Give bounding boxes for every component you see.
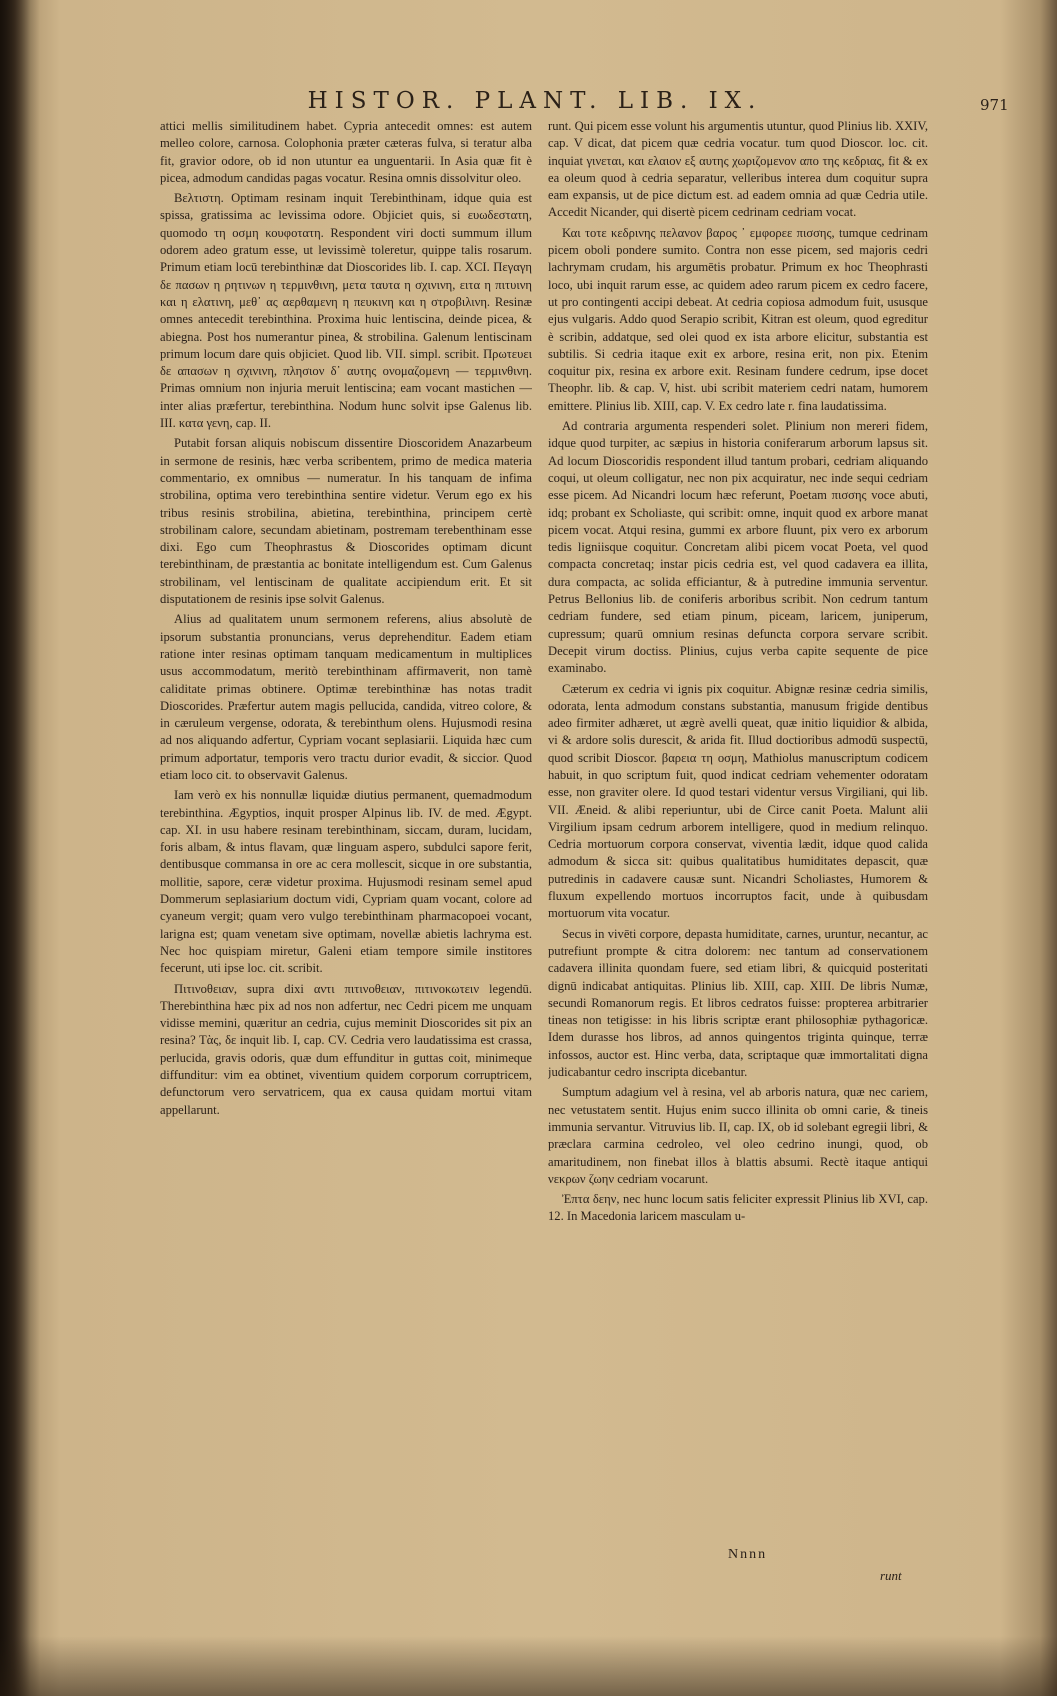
paragraph: Alius ad qualitatem unum sermonem referens, alius absolutè de ipsorum substantia pronuncians, verus deprehenditur. Eadem etiam ratione inter resinas optimam tanquam medicamentum in multiplices usus accommodatum, meritò terebinthinam affirmaverit, non tamè caliditate primas obtinere. Optimæ terebinthinæ has notas tradit Dioscorides. Præfertur autem magis pellucida, candida, vitreo colore, & in cæruleum vergense, odorata, & terebinthum olens. Hujusmodi resina ad nos aliquando adfertur, Cypriam vocant seplasiarii. Liquida hæc cum primum adportatur, temporis vero tractu durior evadit, & siccior. Quod etiam loco cit. to observavit Galenus. — [160, 612, 532, 782]
paragraph: Ἐπτα δεην, nec hunc locum satis feliciter expressit Plinius lib XVI, cap. 12. In Macedonia laricem masculam u- — [548, 1192, 928, 1224]
bottom-shadow — [0, 1636, 1057, 1696]
paragraph: Secus in vivēti corpore, depasta humiditate, carnes, uruntur, necantur, ac putrefiunt prompte & citra dolorem: nec tantum ad conservationem cadavera illinita quondam fuere, sed etiam libri, & quicquid posteritati dignū indicabat antiquitas. Plinius lib. XIII, cap. XIII. De libris Numæ, secundi Romanorum regis. Et libros cedratos fuisse: propterea arbitrarier tineas non tetigisse: in his libris scriptæ erant philosophiæ pythagoricæ. Idem durasse hos libros, ad annos quingentos triginta quinque, terræ infossos, auctor est. Hinc verba, data, scriptaque quæ immortalitati digna judicabantur cedro inscripta dicebantur. — [548, 926, 928, 1080]
paragraph: Πιτινοθειαν, supra dixi αντι πιτινοθειαν, πιτινοκωτειν legendū. Therebinthina hæc pix ad nos non adfertur, nec Cedri picem me unquam vidisse memini, quæritur an cedria, cujus meminit Dioscorides sit pix an resina? Tὰς, δε inquit lib. I, cap. CV. Cedria vero laudatissima est crassa, perlucida, gravis odoris, quæ dum effunditur in guttas coit, minimeque diffunditur: vim ea obtinet, viventium quidem corporum corruptricem, defunctorum vero servatricem, qua ex causa quidam mortui vitam appellarunt. — [160, 981, 532, 1117]
paragraph: Sumptum adagium vel à resina, vel ab arboris natura, quæ nec cariem, nec vetustatem sentit. Hujus enim succo illinita ob omni carie, & tineis immunia servantur. Vitruvius lib. II, cap. IX, ob id solebant egregii libri, & præclara carmina cedroleo, vel oleo cedrino inungi, quod, ob amaritudinem, non finebat illos à blattis absumi. Rectè itaque antiqui νεκρων ζωην cedriam vocarunt. — [548, 1085, 928, 1186]
right-text-column — [548, 118, 928, 1618]
page-number: 971 — [980, 96, 1009, 114]
running-title: HISTOR. PLANT. LIB. IX. — [307, 88, 763, 114]
catchword: runt — [880, 1568, 902, 1583]
gutter-shadow — [0, 0, 40, 1696]
paragraph: Ad contraria argumenta respenderi solet. Plinium non mereri fidem, idque quod turpiter, ac sæpius in historia coniferarum arborum lapsus sit. Ad locum Dioscoridis respondent illud tantum probari, cedriam aliquando coqui, ut oleum colligatur, nec non pix acquiratur, nec inde sequi cedriam esse picem. Ad Nicandri locum hæc referunt, Poetam πισσης voce abuti, idq; probant ex Scholiaste, qui scribit: omne, inquit quod ex arbore manat picem vocat. Atqui resina, gummi ex arbore fluunt, pix vero ex arborum tedis ligniisque coquitur. Concretam alibi picem vocat Poeta, vel quod compacta concretaq; instar picis cedria est, vel quod cadavera ea illita, dura compacta, ac solida efficiantur, & à putredine immunia serventur. Petrus Bellonius lib. de coniferis arboribus scribit. Non cedrum tantum cedriam fundere, sed etiam pinum, piceam, laricem, juniperum, cupressum; quarū omnium resinas defuncta corpora servare scribit. Decepit virum doctiss. Plinius, cujus verba capite sequente de pice examinabo. — [548, 419, 928, 676]
left-text-column — [160, 118, 532, 1618]
paragraph: attici mellis similitudinem habet. Cypria antecedit omnes: est autem melleo colore, carnosa. Colophonia præter cæteras fulva, si teratur alba fit, gravior odore, ob id non utuntur ea unguentarii. In Asia quæ fit è picea, admodum candidas pagas vocatur. Resina omnis dissolvitur oleo. — [160, 119, 532, 185]
paragraph: Iam verò ex his nonnullæ liquidæ diutius permanent, quemadmodum terebinthina. Ægyptios, inquit prosper Alpinus lib. IV. de med. Ægypt. cap. XI. in usu habere resinam terebinthinam, siccam, duram, lucidam, foris albam, & intus flavam, quæ linguam aspero, subdulci sapore ferit, dentibusque commansa in ore ac cera mollescit, sicque in ore substantia, mollitie, sapore, ceræ videtur proxima. Hujusmodi resinam semel apud Dommerum seplasiarium doctum vidi, Cypriam quam vocant, colore ad cyaneum vergit; quam vero vulgo terebinthinam pharmacopoei vocant, larigna est; quam venetam sive optimam, novellæ abietis lachryma est. Nec hoc quispiam miretur, Galeni etiam tempore simile institores fecerunt, uti ipse loc. cit. scribit. — [160, 788, 532, 976]
signature-mark: Nnnn — [728, 1547, 768, 1562]
paragraph: Βελτιστη. Optimam resinam inquit Terebinthinam, idque quia est spissa, gratissima ac levissima odore. Objiciet quis, si ευωδεστατη, quomodo τη οσμη κουφοτατη. Respondent viri docti summum illum odorem adeo gratum esse, ut levissimè toleretur, quippe talis rosarum. Primum etiam locū terebinthinæ dat Dioscorides lib. I. cap. XCI. Πεγαγη δε πασων η ρητινων η τερμινθινη, μετα ταυτα η σχινινη, ειτα η πιτυινη και η ελατινη, μεθ᾽ ας αερθαμενη η πευκινη και η στροβιλινη. Resinæ omnes antecedit terebinthina. Proxima huic lentiscina, deinde picea, & abiegna. Post hos numerantur pinea, & strobilina. Galenum lentiscinam primum locum dare quis objiciet. Quod lib. VII. simpl. scribit. Πρωτευει δε απασων η σχινινη, πλησιον δ᾽ αυτης ονομαζομενη — τερμινθινη. Primas omnium non injuria meruit lentiscina; eam vocant mastichen — inter alias præfertur, terebinthina. Nodum hunc solvit ipse Galenus lib. III. κατα γενη, cap. II. — [160, 191, 532, 431]
paragraph: runt. Qui picem esse volunt his argumentis utuntur, quod Plinius lib. XXIV, cap. V dicat, dat picem quæ cedria vocatur. tum quod Dioscor. loc. cit. inquiat γινεται, και ελαιον εξ αυτης χωριζομενον απο της κεδριας, fit & ex ea oleum quod à cedria separatur, velleribus interea dum coquitur supra eam expansis, ut de pice dictum est. ad eadem omnia ad quæ Cedria utile. Accedit Nicander, qui disertè picem cedrinam cedriam vocat. — [548, 119, 928, 220]
paragraph: Cæterum ex cedria vi ignis pix coquitur. Abignæ resinæ cedria similis, odorata, lenta admodum constans substantia, manusum frigide dentibus adeo firmiter adhæret, ut ægrè avelli queat, quæ initio liquidior & albida, vi & ardore solis durescit, & arida fit. Illud doctioribus admodū suspectū, quod scribit Dioscor. βαρεια τη οσμη, Mathiolus manuscriptum codicem habuit, in quo scriptum fuit, quod indicat cedriam vehementer odoratam esse, non graviter olere. Id quod testari videntur versus Virgiliani, qui lib. VII. Æneid. & alibi reperiuntur, ubi de Circe canit Poeta. Malunt alii Virgilium ipsam cedrum arborem intelligere, quod in medium relinquo. Cedria mortuorum corpora conservat, viventia lædit, idque quod calida admodum & sicca sit: quibus qualitatibus humiditates depascit, quæ putredinis in cadavere causæ sunt. Nicandri Scholiastes, Humorem & fluxum expellendo mortuos incorruptos facit, unde à quibusdam mortuorum vita vocatur. — [548, 681, 928, 921]
paragraph: Putabit forsan aliquis nobiscum dissentire Dioscoridem Anazarbeum in sermone de resinis, hæc verba scribentem, primo de medica materia commentario, ex omnibus — numeratur. In his tanquam de infima strobilina, optima vero terebinthina sentire videtur. Verum ego ex his tribus resinis strobilina, abietina, terebinthina, principem certè strobilinam calore, secundam abietinam, postremam terebenthinam esse dixi. Ego cum Theophrastus & Dioscorides optimam dicunt terebinthinam, de præstantia ac bonitate intelligendum est. Cum Galenus strobilinam, vel lentiscinam de qualitate accipiendum erit. Et sit disputationem de resinis ipse solvit Galenus. — [160, 436, 532, 607]
paragraph: Και τοτε κεδρινης πελανον βαρος ᾽ εμφορεε πισσης, tumque cedrinam picem oboli pondere sumito. Contra non esse picem, sed majoris cedri lachrymam crudam, his argumētis probatur. Primum ex hoc Theophrasti loco, ubi inquit rarum esse, ac quidem adeo rarum picem ex cedro facere, ut pro contingenti accipi debeat. At cedria copiosa admodum fuit, ususque ejus vulgaris. Addo quod Serapio scribit, Kitran est oleum, quod egreditur è scribin, addatque, sed olei quod ex ista arbore elicitur, substantia est subtilis. Si cedria itaque exit ex arbore, resina erit, non pix. Etenim coquitur pix, resina ex arbore exit. Resinam fundere cedrum, ipse docet Theophr. lib. & cap. V, hist. ubi scribit materiem cedri natam, humorem emittere. Plinius lib. XIII, cap. V. Ex cedro late r. fina laudatissima. — [548, 225, 928, 413]
